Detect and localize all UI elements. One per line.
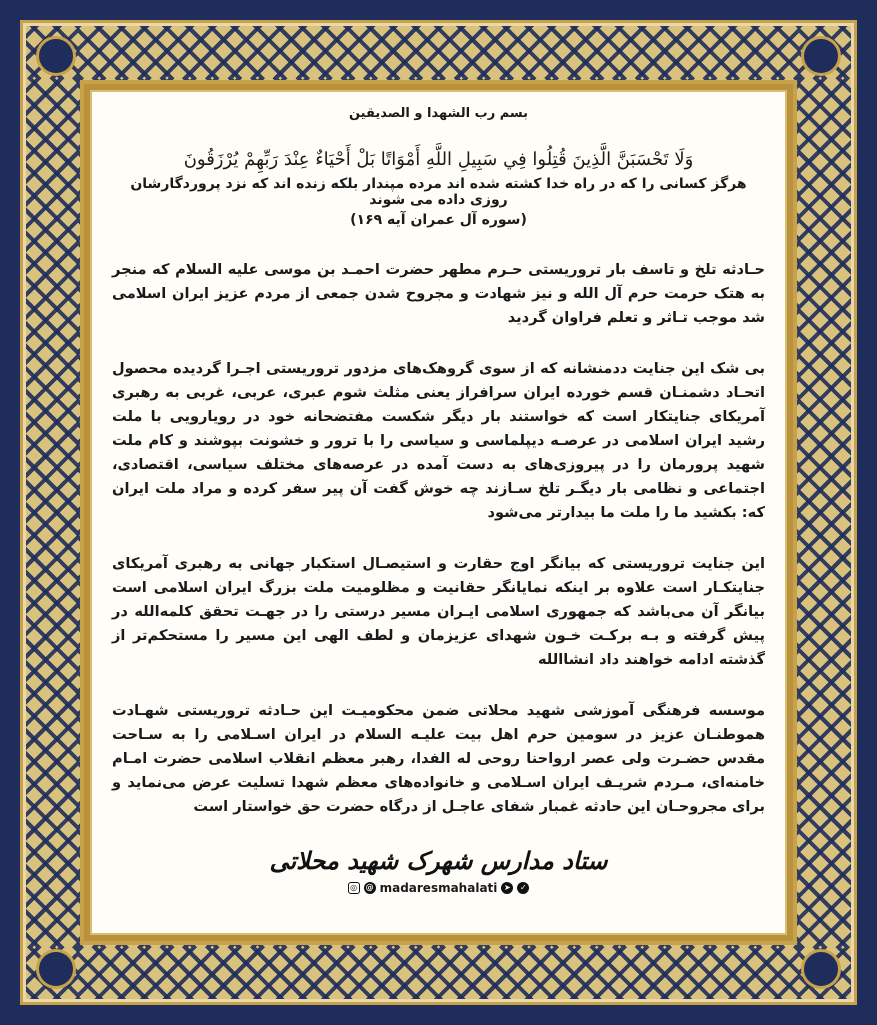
paragraph-1: حـادثه تلخ و تاسف بار تروریستی حـرم مطهر حضرت احمـد بن موسی علیه السلام که منجر به هتک حرمت حرم آل الله و نیز شهادت و مجروح شدن جمعی از مردم عزیز ایران اسلامی شد موجب تـاثر و تعلم فراوان گردید bbox=[112, 261, 765, 326]
verse-translation: هرگز کسانی را که در راه خدا کشته شده اند مرده مپندار بلکه زنده اند که نزد پروردگارشان روزی داده می شوند bbox=[130, 176, 747, 208]
paragraph-2: بی شک این جنایت ددمنشانه که از سوی گروهک‌های مزدور تروریستی اجـرا گردیده محصول اتحـاد دشمنـان قسم خورده ایران سرافراز یعنی مثلث شوم عبری، عربی، غربی به رهبری آمریکای جنایتکار است که خواستند بار دیگر شکست مفتضحانه خود در رویارویی با ملت رشید ایران اسلامی در عرصـه دیپلماسی و سیاسی را با ترور و خشونت بپوشند و کام ملت شهید پرورمان را در پیروزی‌های به دست آمده در عرصه‌های مختلف سیاسی، اقتصادی، اجتماعی و نظامی بار دیگـر تلخ سـازند چه خوش گفت آن پیر سفر کرده و مراد ملت ایران که: بکشید ما را ملت ما بیدارتر می‌شود bbox=[112, 360, 765, 521]
at-icon: @ bbox=[365, 883, 374, 892]
telegram-icon: ➤ bbox=[501, 882, 513, 894]
signature-logo-text: ستاد مدارس شهرک شهید محلاتی bbox=[269, 846, 608, 875]
corner-ornament-tr bbox=[801, 36, 841, 76]
social-handle-row bbox=[348, 881, 530, 895]
social-handle: madaresmahalati bbox=[379, 881, 498, 895]
instagram-icon: ◎ bbox=[348, 882, 360, 894]
basmala-heading: بسم رب الشهدا و الصدیقین bbox=[348, 106, 529, 121]
quran-verse: وَلَا تَحْسَبَنَّ الَّذِينَ قُتِلُوا فِي سَبِيلِ اللَّهِ أَمْوَاتًا بَلْ أَحْيَاءٌ عِنْدَ رَبِّهِمْ يُرْزَقُونَ bbox=[183, 149, 694, 170]
corner-ornament-br bbox=[801, 949, 841, 989]
document-body bbox=[90, 90, 787, 935]
corner-ornament-tl bbox=[36, 36, 76, 76]
paragraph-4: موسسه فرهنگی آموزشی شهید محلاتی ضمن محکومیـت این حـادثه تروریستی شهـادت هموطنـان عزیز در سومین حرم اهل بیت علیـه السلام در ایران اسـلامی را به سـاحت مقدس حضـرت ولی عصر ارواحنا روحی له الفدا، رهبر معظم انقلاب اسلامی حضرت امـام خامنه‌ای، مـردم شریـف ایران اسـلامی و خانواده‌های معظم شهدا تسلیت عرض می‌نماید و برای مجروحـان این حادثه غمبار شفای عاجـل از درگاه حضرت حق خواستار است bbox=[112, 702, 765, 815]
check-icon: ✓ bbox=[517, 882, 529, 894]
paragraph-3: این جنایت تروریستی که بیانگر اوج حقارت و استیصـال استکبار جهانی به رهبری آمریکای جنایتکـار است علاوه بر اینکه نمایانگر حقانیت و مظلومیت ملت بزرگ ایران اسلامی است بیانگر آن می‌باشد که جمهوری اسلامی ایـران مسیر درستی را در جهـت تحقق کلمه‌الله در پیش گرفته و بـه برکـت خـون شهدای عزیزمان و لطف الهی این مسیر را مستحکم‌تر از گذشته ادامه خواهند داد انشاالله bbox=[112, 555, 765, 668]
verse-reference: (سوره آل عمران آیه ۱۶۹) bbox=[350, 212, 527, 228]
signature-block bbox=[112, 846, 765, 895]
corner-ornament-bl bbox=[36, 949, 76, 989]
